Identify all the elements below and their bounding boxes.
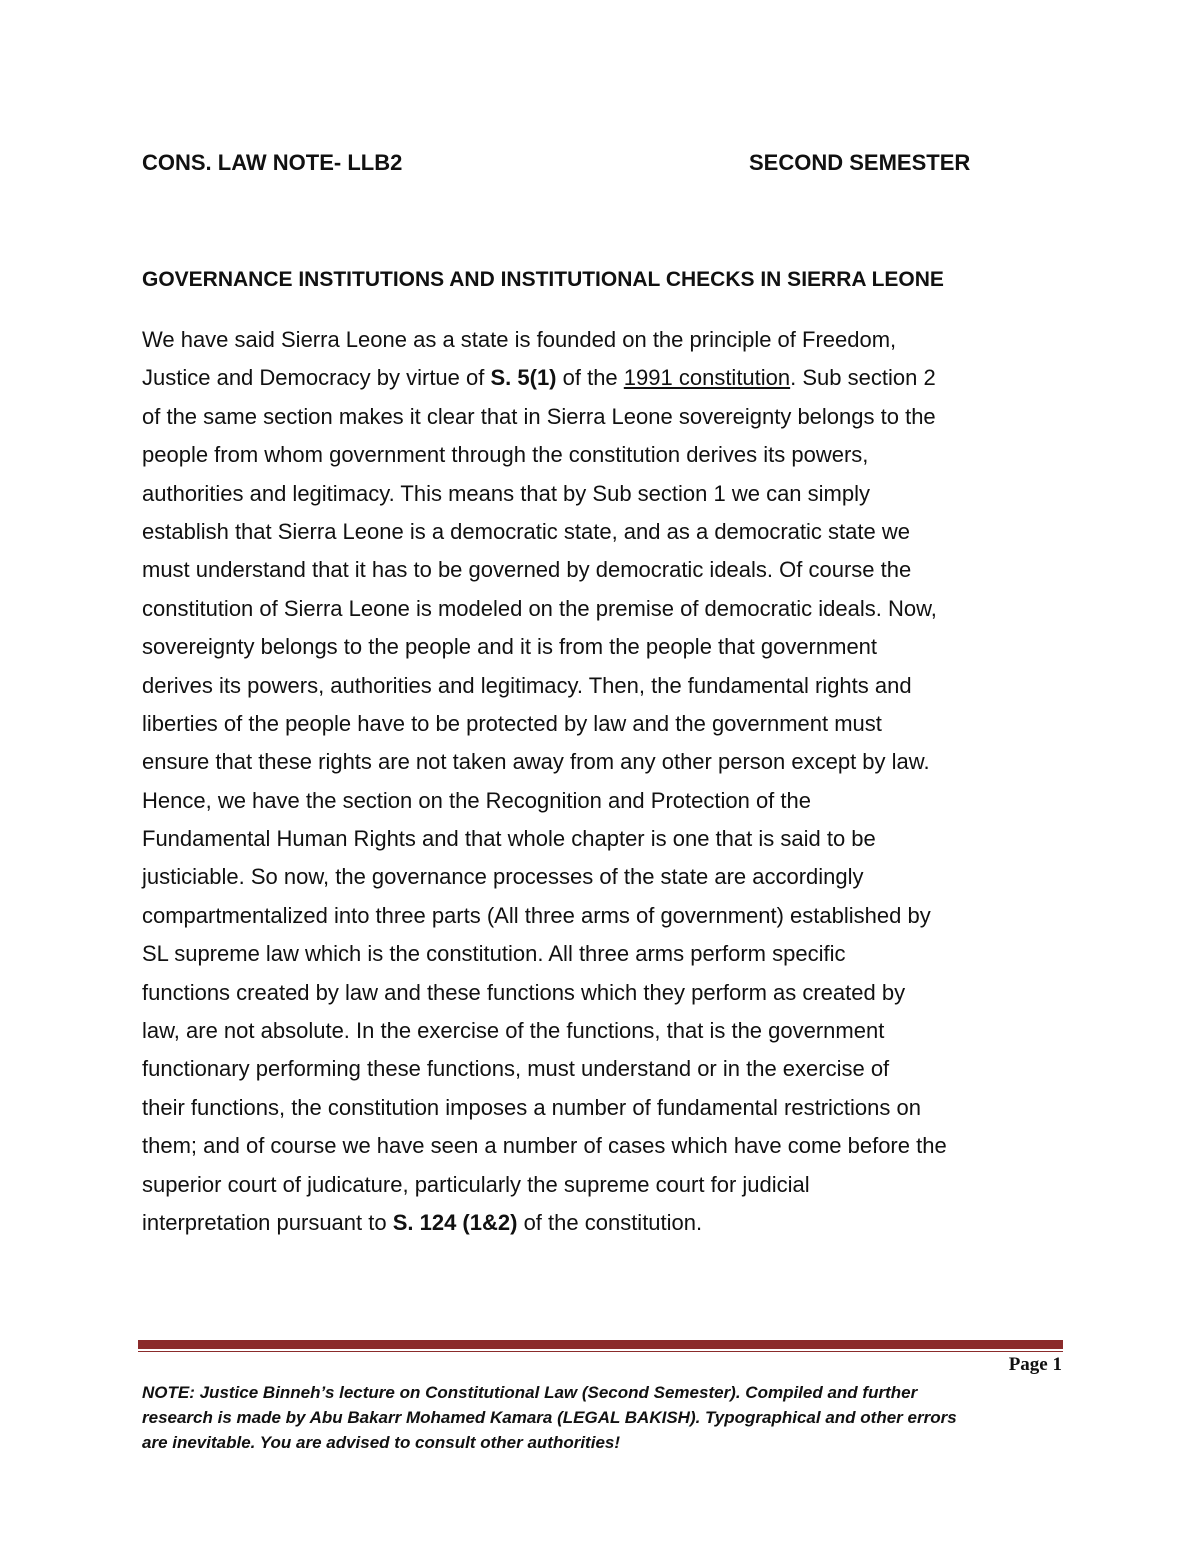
footer-note-line: are inevitable. You are advised to consult other authorities!: [142, 1433, 621, 1452]
paragraph-line: establish that Sierra Leone is a democratic state, and as a democratic state we: [142, 518, 910, 544]
text-run: interpretation pursuant to: [142, 1209, 393, 1235]
paragraph-line: SL supreme law which is the constitution. All three arms perform specific: [142, 941, 846, 967]
paragraph-line: functionary performing these functions, must understand or in the exercise of: [142, 1056, 890, 1082]
paragraph-line: superior court of judicature, particularly the supreme court for judicial: [142, 1171, 810, 1197]
header-semester: SECOND SEMESTER: [749, 150, 971, 175]
text-run: of the constitution.: [517, 1209, 703, 1235]
underlined-reference: 1991 constitution: [623, 365, 791, 391]
paragraph-line: Hence, we have the section on the Recognition and Protection of the: [142, 787, 811, 813]
paragraph-line: authorities and legitimacy. This means that by Sub section 1 we can simply: [142, 480, 870, 506]
footer-divider-thin: [138, 1351, 1063, 1352]
paragraph-line: law, are not absolute. In the exercise of the functions, that is the government: [142, 1018, 885, 1044]
section-reference: S. 5(1): [490, 365, 557, 391]
paragraph-line: their functions, the constitution imposes a number of fundamental restrictions on: [142, 1094, 921, 1120]
text-run: . Sub section 2: [790, 365, 936, 391]
footer-note-line: research is made by Abu Bakarr Mohamed Kamara (LEGAL BAKISH). Typographical and other errors: [142, 1408, 957, 1427]
paragraph-line: Fundamental Human Rights and that whole chapter is one that is said to be: [142, 826, 876, 852]
body-paragraph: [142, 321, 1060, 1242]
paragraph-line: [142, 1204, 1060, 1242]
paragraph-line: compartmentalized into three parts (All three arms of government) established by: [142, 902, 931, 928]
footer-note-line: NOTE: Justice Binneh’s lecture on Constitutional Law (Second Semester). Compiled and further: [142, 1383, 918, 1402]
paragraph-line: liberties of the people have to be protected by law and the government must: [142, 710, 882, 736]
paragraph-line: people from whom government through the constitution derives its powers,: [142, 442, 869, 468]
paragraph-line: functions created by law and these functions which they perform as created by: [142, 979, 906, 1005]
paragraph-line: [142, 359, 1060, 397]
section-heading: GOVERNANCE INSTITUTIONS AND INSTITUTIONAL CHECKS IN SIERRA LEONE: [142, 268, 944, 291]
paragraph-line: them; and of course we have seen a number of cases which have come before the: [142, 1133, 947, 1159]
paragraph-line: We have said Sierra Leone as a state is founded on the principle of Freedom,: [142, 327, 897, 352]
paragraph-line: ensure that these rights are not taken away from any other person except by law.: [142, 749, 930, 775]
paragraph-line: must understand that it has to be governed by democratic ideals. Of course the: [142, 557, 912, 583]
text-run: of the: [556, 365, 624, 391]
paragraph-line: sovereignty belongs to the people and it is from the people that government: [142, 634, 878, 660]
section-reference: S. 124 (1&2): [392, 1209, 518, 1235]
paragraph-line: justiciable. So now, the governance processes of the state are accordingly: [142, 864, 864, 890]
paragraph-line: constitution of Sierra Leone is modeled on the premise of democratic ideals. Now,: [142, 595, 937, 621]
paragraph-line: of the same section makes it clear that in Sierra Leone sovereignty belongs to the: [142, 403, 936, 429]
footer-note: [142, 1380, 1042, 1455]
text-run: Justice and Democracy by virtue of: [142, 365, 491, 391]
header-course-title: CONS. LAW NOTE- LLB2: [142, 150, 403, 175]
page-number: Page 1: [1008, 1354, 1062, 1375]
footer-divider: [138, 1340, 1063, 1349]
paragraph-line: derives its powers, authorities and legitimacy. Then, the fundamental rights and: [142, 672, 912, 698]
